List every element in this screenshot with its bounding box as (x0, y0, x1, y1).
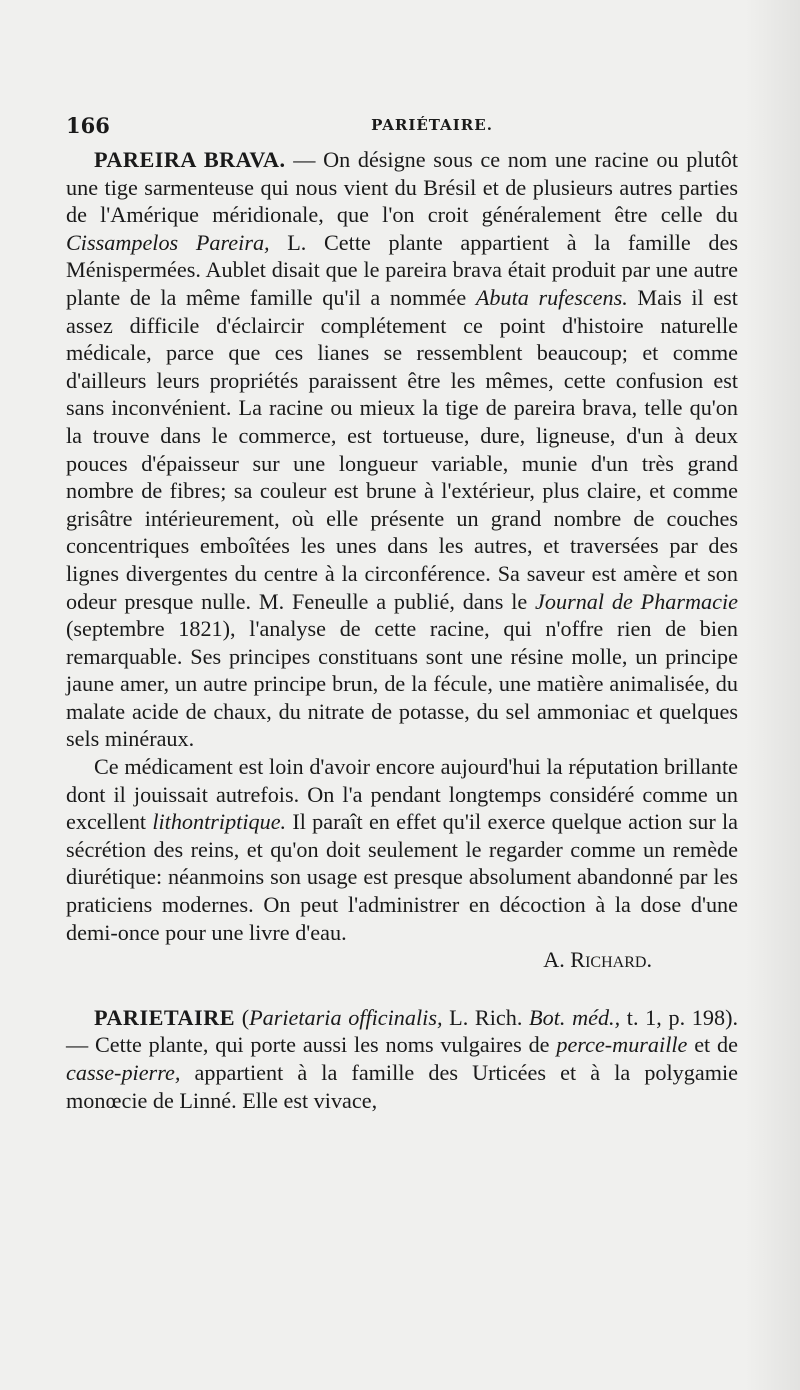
text-run: — On désigne sous ce nom une racine ou plutôt une tige sarmenteuse qui nous vient du Brésil et de plusieurs autres parties de l'Amérique méridionale, que l'on croit généralement être celle du (66, 147, 738, 228)
text-run: t. 1, p. 198). — Cette plante, qui porte aussi les noms vulgaires de (66, 1004, 738, 1058)
text-run: (septembre 1821), l'analyse de cette racine, qui n'offre rien de bien remarquable. Ses principes constituans sont une résine molle, un principe jaune amer, un autre principe brun, de la fécule, une matière animalisée, du malate acide de chaux, du nitrate de potasse, du sel ammoniac et quelques sels minéraux. (66, 616, 738, 752)
entry-headword-parietaire: PARIETAIRE (94, 1004, 236, 1030)
page-number: 166 (66, 113, 110, 138)
italic-term: Abuta rufescens. (475, 284, 628, 310)
entry-headword-pareira-brava: PAREIRA BRAVA. (94, 147, 286, 172)
text-run: et de (687, 1032, 738, 1058)
italic-term: casse-pierre, (66, 1060, 181, 1085)
text-run: L. Rich. (442, 1004, 530, 1030)
text-run: appartient à la famille des Urticées et à la polygamie monœcie de Linné. Elle est vivace, (66, 1060, 738, 1113)
page-header (66, 113, 738, 143)
running-head: PARIÉTAIRE. (371, 116, 493, 134)
author-signature: A. Richard. (543, 947, 652, 973)
italic-term: perce-muraille (556, 1032, 688, 1058)
paragraph-pareira-brava-1 (66, 146, 738, 753)
italic-term: Parietaria officinalis, (249, 1004, 443, 1030)
text-run: Ce médicament est loin d'avoir encore aujourd'hui la réputation brillante dont il jouissait autrefois. On l'a pendant longtemps considéré comme un excellent (66, 754, 738, 835)
text-run: Mais il est assez difficile d'éclaircir complétement ce point d'histoire naturelle médicale, parce que ces lianes se ressemblent beaucoup; et comme d'ailleurs leurs propriétés paraissent être les mêmes, cette confusion est sans inconvénient. La racine ou mieux la tige de pareira brava, telle qu'on la trouve dans le commerce, est tortueuse, dure, ligneuse, d'un à deux pouces d'épaisseur sur une longueur variable, munie d'un très grand nombre de fibres; sa couleur est brune à l'extérieur, plus claire, et comme grisâtre intérieurement, où elle présente un grand nombre de couches concentriques emboîtées les unes dans les autres, et traversées par des lignes divergentes du centre à la circonférence. Sa saveur est amère et son odeur presque nulle. M. Feneulle a publié, dans le (66, 284, 738, 614)
entry-separator (66, 974, 738, 1004)
italic-term: Journal de Pharmacie (535, 588, 738, 614)
page-gutter-shadow (745, 0, 800, 1390)
paragraph-pareira-brava-2 (66, 753, 738, 946)
italic-term: Bot. méd., (529, 1004, 621, 1030)
italic-term: Cissampelos Pareira, (66, 229, 270, 255)
body-text (66, 146, 738, 1114)
text-run: Il paraît en effet qu'il exerce quelque action sur la sécrétion des reins, et qu'on doit seulement le regarder comme un remède diurétique: néanmoins son usage est presque absolument abandonné par les praticiens modernes. On peut l'administrer en décoction à la dose d'une demi-once pour une livre d'eau. (66, 809, 738, 945)
italic-term: lithontriptique. (152, 809, 287, 835)
text-run: ( (235, 1004, 250, 1030)
paragraph-parietaire (66, 1004, 738, 1114)
text-run: L. Cette plante appartient à la famille des Ménispermées. Aublet disait que le pareira brava était produit par une autre plante de la même famille qu'il a nommée (66, 229, 738, 310)
